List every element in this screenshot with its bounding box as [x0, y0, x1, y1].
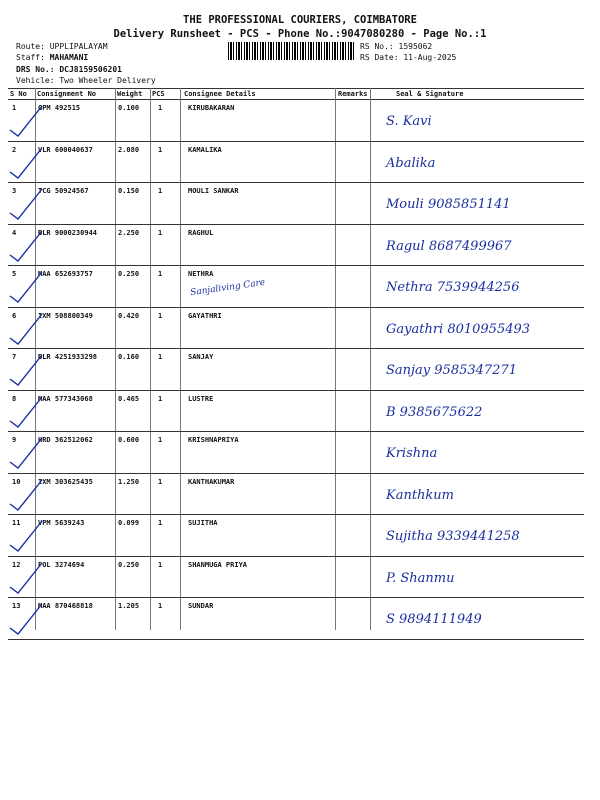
drs-line — [16, 65, 122, 74]
signature-text: B 9385675622 — [386, 404, 483, 420]
cell-sno: 11 — [12, 519, 21, 527]
cell-consignment: TCG 50924567 — [38, 187, 89, 195]
cell-consignee: SUNDAR — [188, 602, 214, 610]
cell-sno: 2 — [12, 145, 17, 154]
cell-consignee: KRISHNAPRIYA — [188, 436, 239, 444]
checkmark-icon — [8, 183, 44, 223]
signature-text: Ragul 8687499967 — [386, 238, 512, 254]
checkmark-icon — [8, 391, 44, 431]
col-header-remarks: Remarks — [338, 90, 368, 98]
col-header-consignee: Consignee Details — [184, 90, 256, 98]
cell-consignment: GPM 492515 — [38, 104, 81, 112]
route-label: Route: UPPLIPALAYAM — [16, 42, 108, 51]
row-divider — [8, 639, 584, 640]
table-row — [8, 266, 584, 307]
company-title: THE PROFESSIONAL COURIERS, COIMBATORE — [183, 14, 417, 26]
table-row — [8, 183, 584, 224]
cell-sno: 10 — [12, 477, 21, 486]
cell-pcs: 1 — [158, 187, 163, 195]
table-row — [8, 225, 584, 266]
cell-weight: 1.205 — [118, 602, 140, 610]
checkmark-icon — [8, 515, 44, 555]
signature-handwriting — [380, 598, 592, 638]
cell-sno: 6 — [12, 311, 17, 320]
cell-sno: 12 — [12, 560, 21, 569]
cell-pcs: 1 — [158, 104, 163, 112]
cell-consignment: VLR 600040637 — [38, 145, 93, 154]
checkmark-icon — [8, 100, 44, 140]
cell-weight: 0.465 — [118, 394, 140, 403]
signature-handwriting — [380, 474, 592, 514]
cell-consignee: LUSTRE — [188, 394, 214, 403]
table-row — [8, 349, 584, 390]
vehicle-label: Vehicle: Two Wheeler Delivery — [16, 76, 156, 85]
cell-consignee: SUJITHA — [188, 519, 218, 527]
cell-consignment: POL 3274694 — [38, 560, 85, 569]
col-header-signature: Seal & Signature — [396, 90, 464, 98]
staff-line — [16, 53, 88, 62]
cell-pcs: 1 — [158, 602, 163, 610]
cell-consignee: NETHRA — [188, 270, 214, 278]
cell-consignment: MAA 652693757 — [38, 270, 93, 278]
remark-handwritten-note: Sanjaliving Care — [189, 277, 266, 299]
checkmark-icon — [8, 142, 44, 182]
checkmark-icon — [8, 349, 44, 389]
rs-date: RS Date: 11-Aug-2025 — [360, 53, 457, 62]
cell-consignment: IXM 508800349 — [38, 311, 93, 320]
signature-handwriting — [380, 557, 592, 597]
cell-consignee: KAMALIKA — [188, 145, 222, 154]
cell-weight: 2.250 — [118, 228, 140, 237]
table-row — [8, 474, 584, 515]
table-row — [8, 391, 584, 432]
checkmark-icon — [8, 598, 44, 638]
signature-text: P. Shanmu — [386, 570, 455, 586]
cell-pcs: 1 — [158, 477, 163, 486]
cell-sno: 13 — [12, 602, 21, 610]
signature-handwriting — [380, 308, 592, 348]
checkmark-icon — [8, 474, 44, 514]
col-header-consignment: Consignment No — [37, 90, 97, 98]
runsheet-subtitle: Delivery Runsheet - PCS - Phone No.:9047080280 - Page No.:1 — [113, 28, 487, 40]
checkmark-icon — [8, 225, 44, 265]
cell-sno: 3 — [12, 187, 17, 195]
cell-weight: 1.250 — [118, 477, 140, 486]
cell-consignment: MAA 870468818 — [38, 602, 93, 610]
cell-consignment: MAA 577343068 — [38, 394, 93, 403]
col-header-weight: Weight — [117, 90, 143, 98]
checkmark-icon — [8, 308, 44, 348]
signature-text: Nethra 7539944256 — [386, 280, 520, 295]
cell-sno: 4 — [12, 228, 17, 237]
table-row — [8, 100, 584, 141]
cell-weight: 0.600 — [118, 436, 140, 444]
table-row — [8, 308, 584, 349]
signature-text: Sujitha 9339441258 — [386, 529, 520, 544]
cell-consignee: MOULI SANKAR — [188, 187, 239, 195]
barcode — [228, 42, 354, 60]
cell-pcs: 1 — [158, 270, 163, 278]
cell-consignee: KIRUBAKARAN — [188, 104, 235, 112]
cell-pcs: 1 — [158, 353, 163, 361]
cell-sno: 7 — [12, 353, 17, 361]
signature-text: Sanjay 9585347271 — [386, 363, 517, 378]
signature-text: S 9894111949 — [386, 612, 482, 627]
cell-sno: 5 — [12, 270, 17, 278]
staff-name: MAHAMANI — [49, 53, 89, 62]
cell-pcs: 1 — [158, 228, 163, 237]
checkmark-icon — [8, 266, 44, 306]
signature-text: Gayathri 8010955493 — [386, 321, 531, 337]
cell-weight: 0.420 — [118, 311, 140, 320]
drs-number: DCJ8159506201 — [59, 65, 122, 74]
staff-label: Staff: — [16, 53, 50, 62]
signature-text: Kanthkum — [386, 487, 455, 503]
signature-handwriting — [380, 349, 592, 389]
col-header-pcs: PCS — [152, 90, 165, 98]
cell-consignee: KANTHAKUMAR — [188, 477, 235, 486]
signature-text: Mouli 9085851141 — [386, 197, 511, 212]
cell-pcs: 1 — [158, 394, 163, 403]
signature-handwriting — [380, 225, 592, 265]
cell-sno: 8 — [12, 394, 17, 403]
cell-weight: 0.099 — [118, 519, 140, 527]
table-row — [8, 142, 584, 183]
table-row — [8, 515, 584, 556]
cell-consignee: SANJAY — [188, 353, 214, 361]
cell-weight: 2.080 — [118, 145, 140, 154]
table-row — [8, 598, 584, 639]
cell-consignment: BLR 4251933298 — [38, 353, 98, 361]
signature-handwriting — [380, 183, 592, 223]
cell-sno: 9 — [12, 436, 17, 444]
signature-text: Abalika — [386, 155, 436, 171]
cell-consignment: VPM 5639243 — [38, 519, 85, 527]
signature-handwriting — [380, 391, 592, 431]
cell-pcs: 1 — [158, 436, 163, 444]
cell-consignee: GAYATHRI — [188, 311, 222, 320]
cell-weight: 0.250 — [118, 560, 140, 569]
rs-number: RS No.: 1595062 — [360, 42, 433, 51]
table-row — [8, 432, 584, 473]
checkmark-icon — [8, 432, 44, 472]
cell-consignment: IXM 303625435 — [38, 477, 93, 486]
cell-consignment: BLR 9000230944 — [38, 228, 98, 237]
cell-consignment: HRD 362512062 — [38, 436, 93, 444]
col-header-sno: S No — [10, 90, 27, 98]
cell-pcs: 1 — [158, 311, 163, 320]
signature-handwriting — [380, 142, 592, 182]
drs-label: DRS No.: — [16, 65, 60, 74]
cell-sno: 1 — [12, 104, 17, 112]
signature-text: S. Kavi — [386, 114, 432, 129]
checkmark-icon — [8, 557, 44, 597]
cell-weight: 0.100 — [118, 104, 140, 112]
cell-consignee: SHANMUGA PRIYA — [188, 560, 248, 569]
signature-handwriting — [380, 100, 592, 140]
cell-pcs: 1 — [158, 560, 163, 569]
cell-pcs: 1 — [158, 519, 163, 527]
table-top-border — [8, 88, 584, 89]
signature-handwriting — [380, 266, 592, 306]
signature-text: Krishna — [386, 446, 438, 461]
signature-handwriting — [380, 432, 592, 472]
cell-weight: 0.150 — [118, 187, 140, 195]
cell-weight: 0.250 — [118, 270, 140, 278]
cell-pcs: 1 — [158, 145, 163, 154]
cell-weight: 0.160 — [118, 353, 140, 361]
signature-handwriting — [380, 515, 592, 555]
cell-consignee: RAGHUL — [188, 228, 214, 237]
table-row — [8, 557, 584, 598]
